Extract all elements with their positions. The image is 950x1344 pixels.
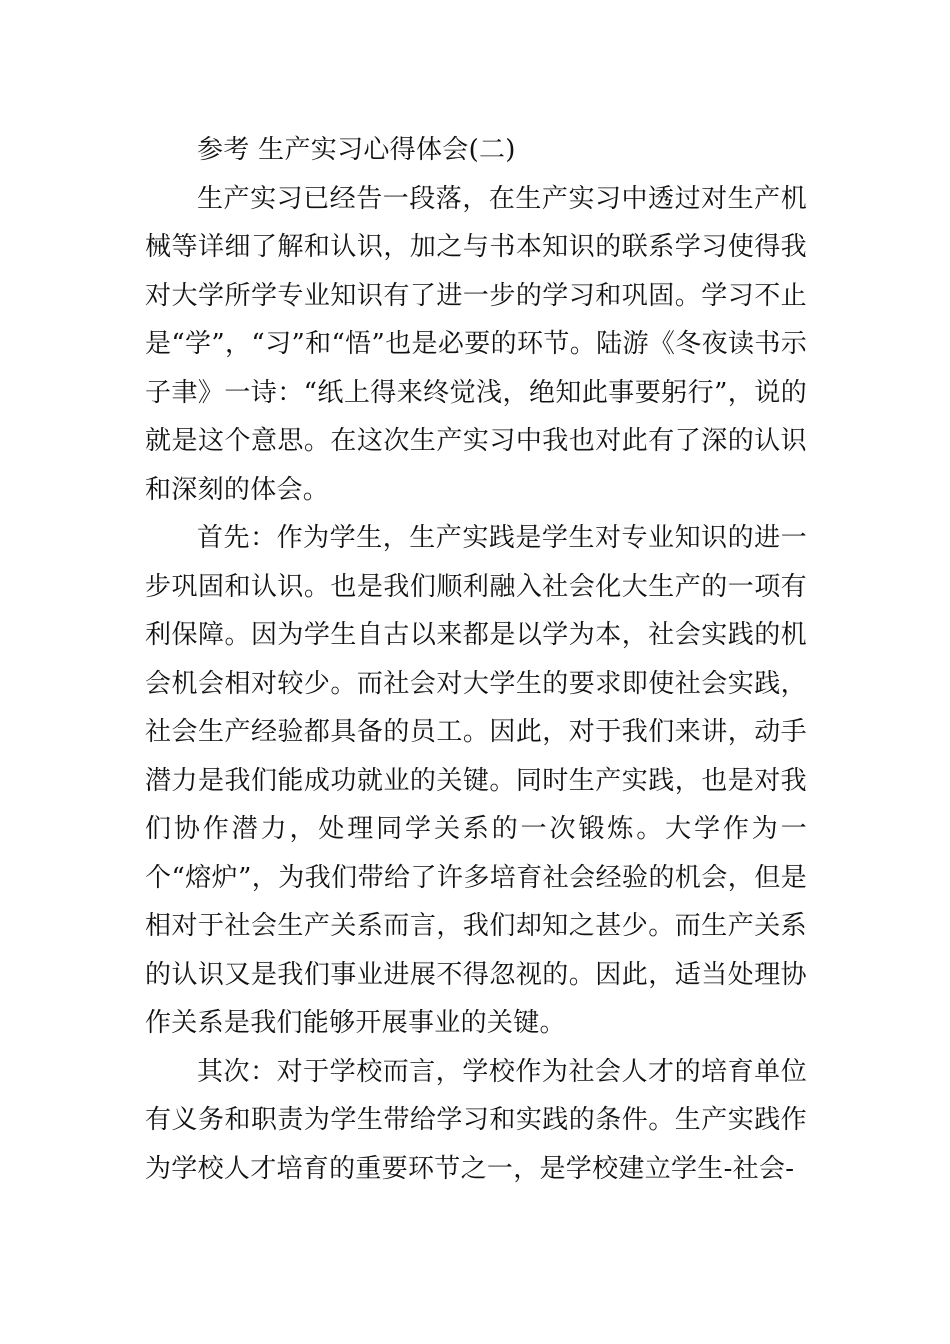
document-title: 参考 生产实习心得体会(二) [197, 135, 516, 165]
paragraph-2: 首先：作为学生，生产实践是学生对专业知识的进一步巩固和认识。也是我们顺利融入社会化大生产的一项有利保障。因为学生自古以来都是以学为本，社会实践的机会机会相对较少。而社会对大学生的要求即使社会实践，社会生产经验都具备的员工。因此，对于我们来讲，动手潜力是我们能成功就业的关键。同时生产实践，也是对我们协作潜力，处理同学关系的一次锻炼。大学作为一个“熔炉”，为我们带给了许多培育社会经验的机会，但是相对于社会生产关系而言，我们却知之甚少。而生产关系的认识又是我们事业进展不得忽视的。因此，适当处理协作关系是我们能够开展事业的关键。 [145, 523, 807, 1038]
paragraph-3: 其次：对于学校而言，学校作为社会人才的培育单位有义务和职责为学生带给学习和实践的条件。生产实践作为学校人才培育的重要环节之一，是学校建立学生-社会- [145, 1056, 807, 1184]
paragraph-1: 生产实习已经告一段落，在生产实习中透过对生产机械等详细了解和认识，加之与书本知识的联系学习使得我对大学所学专业知识有了进一步的学习和巩固。学习不止是“学”，“习”和“悟”也是必要的环节。陆游《冬夜读书示子聿》一诗：“纸上得来终觉浅，绝知此事要躬行”，说的就是这个意思。在这次生产实习中我也对此有了深的认识和深刻的体会。 [145, 183, 807, 505]
document-body [145, 126, 807, 1193]
